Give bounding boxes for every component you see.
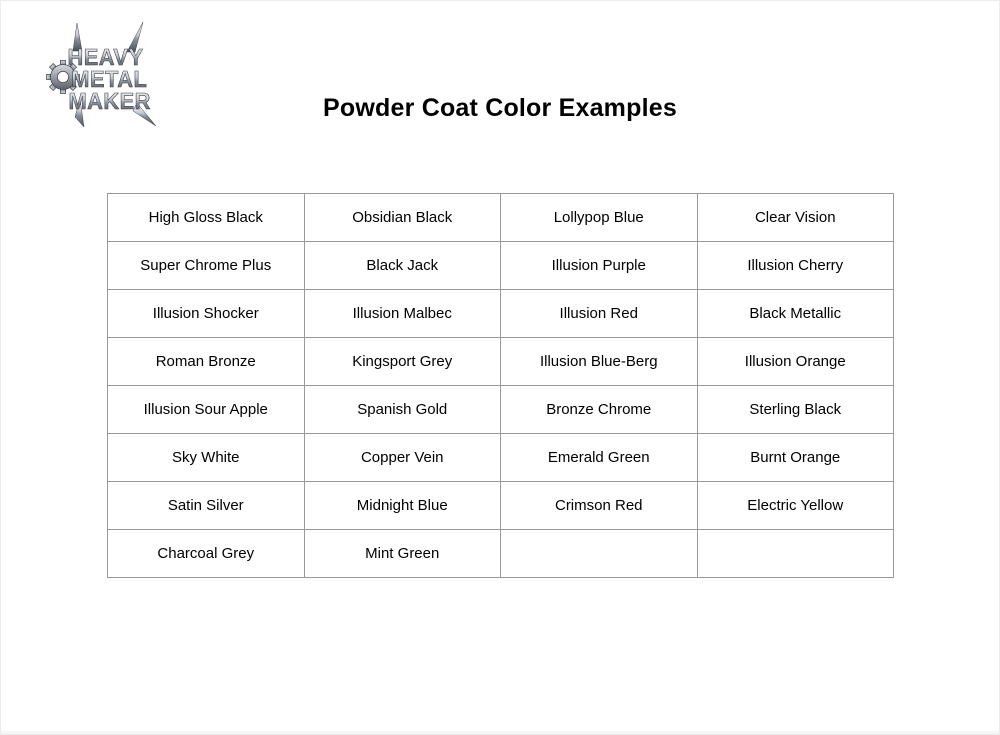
color-name-cell: Burnt Orange: [697, 434, 894, 482]
color-name-cell: Spanish Gold: [304, 386, 501, 434]
color-name-cell: Midnight Blue: [304, 482, 501, 530]
color-name-cell: Black Jack: [304, 242, 501, 290]
table-row: [108, 434, 894, 482]
color-name-cell: Illusion Shocker: [108, 290, 305, 338]
color-name-cell: Crimson Red: [501, 482, 698, 530]
table-row: [108, 242, 894, 290]
color-table-body: [108, 194, 894, 578]
empty-cell: [501, 530, 698, 578]
color-name-cell: High Gloss Black: [108, 194, 305, 242]
color-name-cell: Illusion Red: [501, 290, 698, 338]
table-row: [108, 338, 894, 386]
color-name-cell: Lollypop Blue: [501, 194, 698, 242]
color-name-cell: Satin Silver: [108, 482, 305, 530]
color-name-cell: Clear Vision: [697, 194, 894, 242]
table-row: [108, 530, 894, 578]
powder-coat-color-table: [107, 193, 894, 578]
color-name-cell: Illusion Sour Apple: [108, 386, 305, 434]
color-name-cell: Roman Bronze: [108, 338, 305, 386]
table-row: [108, 482, 894, 530]
color-name-cell: Copper Vein: [304, 434, 501, 482]
color-name-cell: Obsidian Black: [304, 194, 501, 242]
color-name-cell: Mint Green: [304, 530, 501, 578]
table-row: [108, 194, 894, 242]
color-name-cell: Illusion Purple: [501, 242, 698, 290]
color-name-cell: Illusion Blue-Berg: [501, 338, 698, 386]
color-name-cell: Illusion Orange: [697, 338, 894, 386]
color-name-cell: Sky White: [108, 434, 305, 482]
color-name-cell: Charcoal Grey: [108, 530, 305, 578]
color-name-cell: Bronze Chrome: [501, 386, 698, 434]
table-row: [108, 290, 894, 338]
logo-line-maker: MAKER: [68, 88, 151, 115]
color-name-cell: Emerald Green: [501, 434, 698, 482]
page-title: Powder Coat Color Examples: [323, 94, 677, 122]
color-name-cell: Electric Yellow: [697, 482, 894, 530]
color-name-cell: Illusion Malbec: [304, 290, 501, 338]
empty-cell: [697, 530, 894, 578]
color-name-cell: Black Metallic: [697, 290, 894, 338]
color-name-cell: Illusion Cherry: [697, 242, 894, 290]
color-name-cell: Sterling Black: [697, 386, 894, 434]
logo-line-metal: METAL: [71, 66, 148, 93]
color-name-cell: Kingsport Grey: [304, 338, 501, 386]
color-name-cell: Super Chrome Plus: [108, 242, 305, 290]
table-row: [108, 386, 894, 434]
logo-line-heavy: HEAVY: [67, 44, 144, 71]
